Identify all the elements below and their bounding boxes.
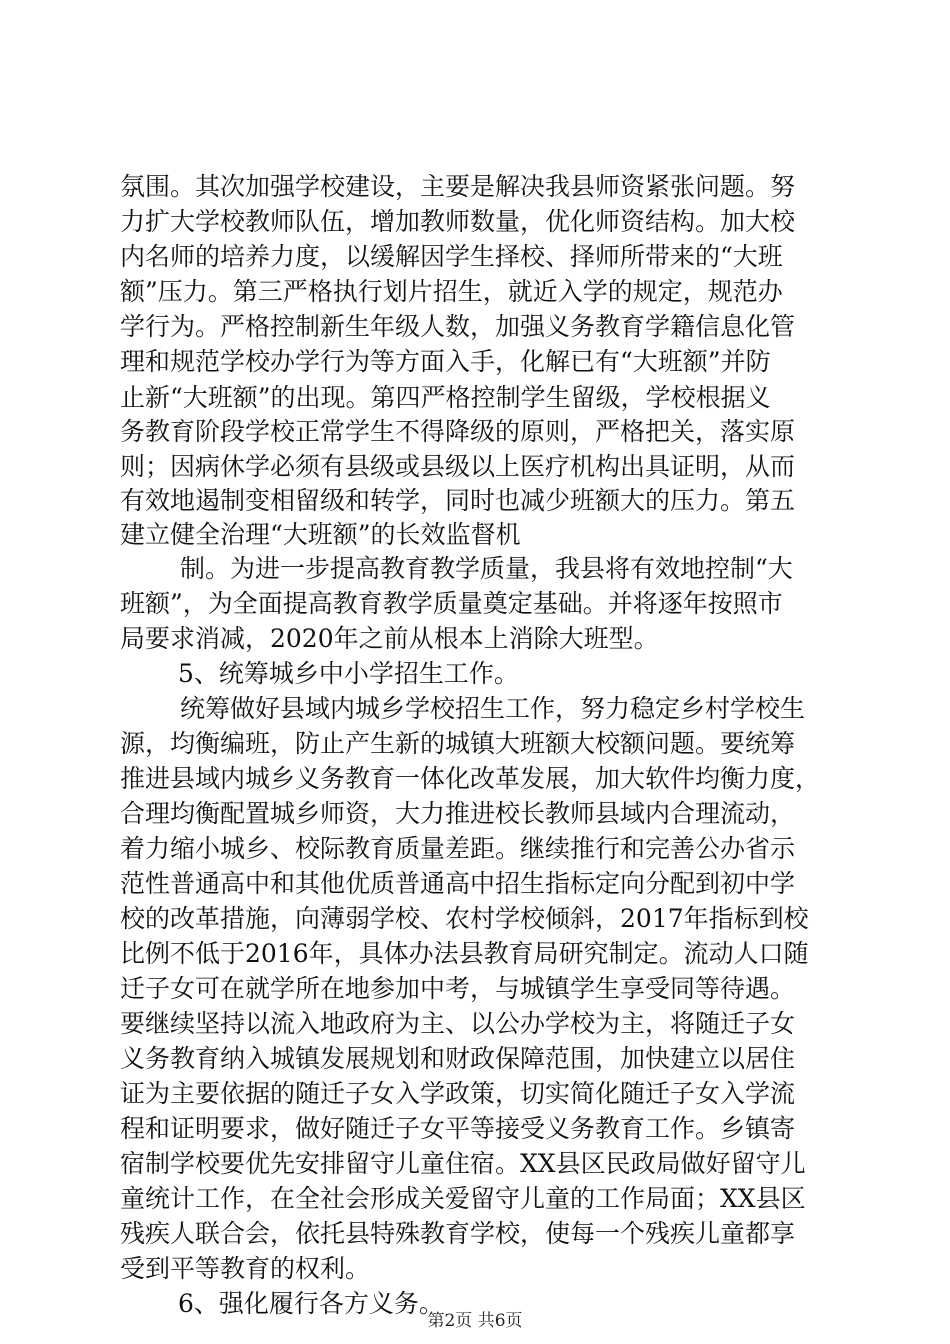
body-text-line: 班额”，为全面提高教育教学质量奠定基础。并将逐年按照市 — [120, 589, 783, 618]
body-text-line: 合理均衡配置城乡师资，大力推进校长教师县域内合理流动， — [120, 799, 796, 828]
section-heading: 6、强化履行各方义务。 — [178, 1289, 444, 1318]
body-text-line: 程和证明要求，做好随迁子女平等接受义务教育工作。乡镇寄 — [120, 1114, 796, 1143]
body-text-line: 比例不低于2016年，具体办法县教育局研究制定。流动人口随 — [120, 939, 809, 968]
body-text-line: 务教育阶段学校正常学生不得降级的原则，严格把关，落实原 — [120, 417, 796, 446]
body-text-line: 宿制学校要优先安排留守儿童住宿。XX县区民政局做好留守儿 — [120, 1149, 806, 1178]
body-text-line: 制。为进一步提高教育教学质量，我县将有效地控制“大 — [180, 554, 793, 583]
body-text-line: 额”压力。第三严格执行划片招生，就近入学的规定，规范办 — [120, 277, 783, 306]
body-text-line: 着力缩小城乡、校际教育质量差距。继续推行和完善公办省示 — [120, 834, 796, 863]
body-text-line: 局要求消减，2020年之前从根本上消除大班型。 — [120, 624, 659, 653]
body-text-line: 建立健全治理“大班额”的长效监督机 — [120, 520, 521, 549]
section-heading: 5、统筹城乡中小学招生工作。 — [178, 659, 519, 688]
body-text-line: 学行为。严格控制新生年级人数，加强义务教育学籍信息化管 — [120, 312, 796, 341]
body-text-line: 有效地遏制变相留级和转学，同时也减少班额大的压力。第五 — [120, 486, 796, 515]
body-text-line: 义务教育纳入城镇发展规划和财政保障范围，加快建立以居住 — [120, 1044, 796, 1073]
body-text-line: 氛围。其次加强学校建设，主要是解决我县师资紧张问题。努 — [120, 172, 796, 201]
body-text-line: 校的改革措施，向薄弱学校、农村学校倾斜，2017年指标到校 — [120, 904, 809, 933]
body-text-line: 理和规范学校办学行为等方面入手，化解已有“大班额”并防 — [120, 347, 771, 376]
body-text-line: 迁子女可在就学所在地参加中考，与城镇学生享受同等待遇。 — [120, 974, 796, 1003]
body-text-line: 源，均衡编班，防止产生新的城镇大班额大校额问题。要统筹 — [120, 729, 796, 758]
body-text-line: 童统计工作，在全社会形成关爱留守儿童的工作局面；XX县区 — [120, 1184, 806, 1213]
body-text-line: 证为主要依据的随迁子女入学政策，切实简化随迁子女入学流 — [120, 1079, 796, 1108]
page-number-footer: 第2页 共6页 — [427, 1311, 523, 1331]
body-text-line: 受到平等教育的权利。 — [120, 1254, 371, 1283]
body-text-line: 残疾人联合会，依托县特殊教育学校，使每一个残疾儿童都享 — [120, 1219, 796, 1248]
body-text-line: 推进县域内城乡义务教育一体化改革发展，加大软件均衡力度， — [120, 764, 821, 793]
body-text-line: 范性普通高中和其他优质普通高中招生指标定向分配到初中学 — [120, 869, 796, 898]
body-text-line: 则；因病休学必须有县级或县级以上医疗机构出具证明，从而 — [120, 452, 796, 481]
body-text-line: 力扩大学校教师队伍，增加教师数量，优化师资结构。加大校 — [120, 207, 796, 236]
body-text-line: 要继续坚持以流入地政府为主、以公办学校为主，将随迁子女 — [120, 1009, 796, 1038]
body-text-line: 内名师的培养力度，以缓解因学生择校、择师所带来的“大班 — [120, 242, 783, 271]
body-text-line: 统筹做好县域内城乡学校招生工作，努力稳定乡村学校生 — [180, 694, 806, 723]
body-text-line: 止新“大班额”的出现。第四严格控制学生留级，学校根据义 — [120, 383, 771, 412]
